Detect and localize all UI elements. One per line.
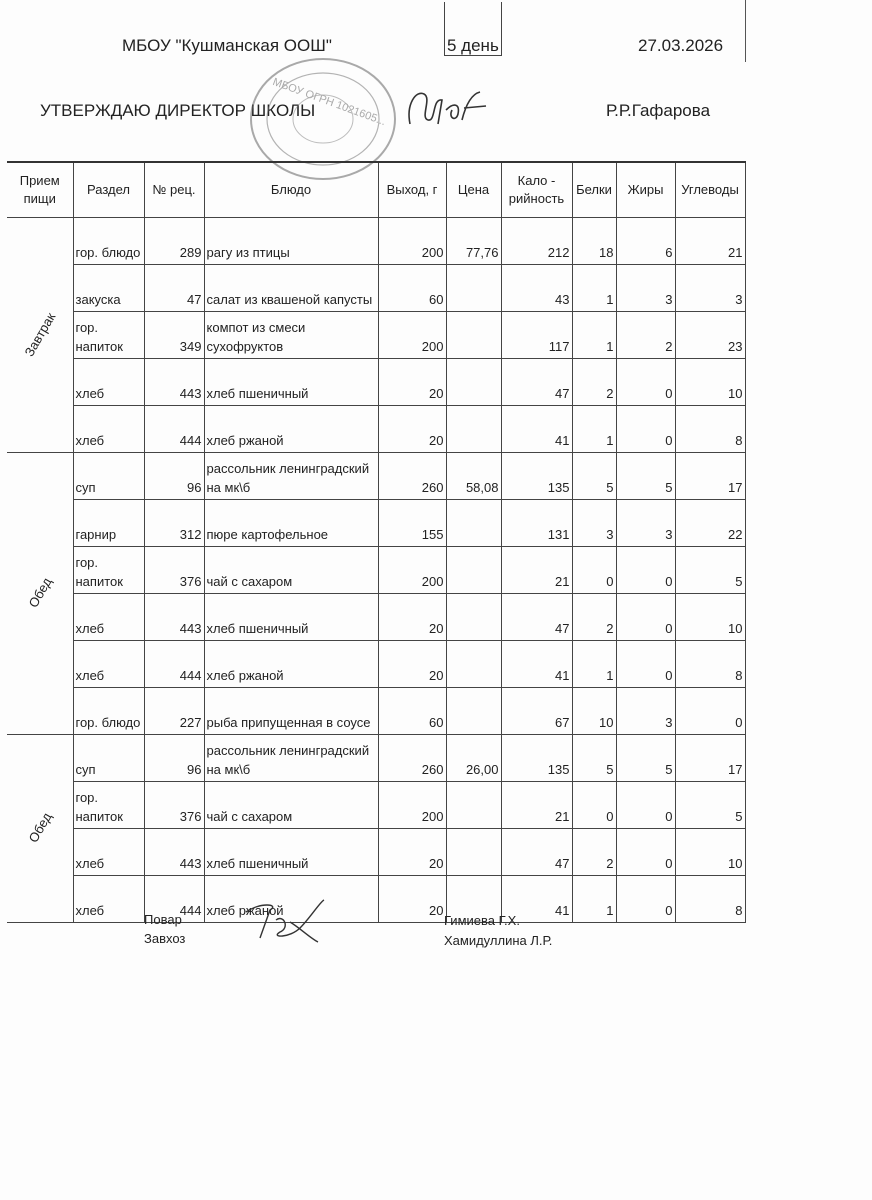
carbs-cell: 17 [675, 453, 745, 500]
output-cell: 20 [378, 829, 446, 876]
carbs-cell: 8 [675, 406, 745, 453]
proteins-cell: 0 [572, 782, 616, 829]
section-cell: гор. блюдо [73, 688, 144, 735]
carbs-cell: 0 [675, 688, 745, 735]
dish-cell: рыба припущенная в соусе [204, 688, 378, 735]
table-row [7, 688, 745, 735]
meal-cell [7, 735, 73, 923]
carbs-cell: 8 [675, 876, 745, 923]
output-cell: 20 [378, 594, 446, 641]
dish-cell: хлеб пшеничный [204, 829, 378, 876]
section-cell: хлеб [73, 876, 144, 923]
table-row [7, 876, 745, 923]
recipe-number-cell: 376 [144, 547, 204, 594]
calories-cell: 41 [501, 641, 572, 688]
section-cell: суп [73, 453, 144, 500]
carbs-cell: 22 [675, 500, 745, 547]
dish-cell: рагу из птицы [204, 218, 378, 265]
dish-cell: хлеб пшеничный [204, 594, 378, 641]
fats-cell: 0 [616, 406, 675, 453]
output-cell: 200 [378, 312, 446, 359]
output-cell: 260 [378, 735, 446, 782]
school-name: МБОУ "Кушманская ООШ" [122, 36, 332, 55]
section-cell: хлеб [73, 406, 144, 453]
fats-cell: 3 [616, 265, 675, 312]
proteins-cell: 0 [572, 547, 616, 594]
col-header-dish: Блюдо [204, 162, 378, 218]
section-cell: закуска [73, 265, 144, 312]
dish-cell: чай с сахаром [204, 547, 378, 594]
carbs-cell: 21 [675, 218, 745, 265]
carbs-cell: 10 [675, 594, 745, 641]
dish-cell: хлеб ржаной [204, 641, 378, 688]
calories-cell: 21 [501, 547, 572, 594]
dish-cell: компот из смеси сухофруктов [204, 312, 378, 359]
recipe-number-cell: 227 [144, 688, 204, 735]
dish-cell: хлеб пшеничный [204, 359, 378, 406]
recipe-number-cell: 444 [144, 641, 204, 688]
recipe-number-cell: 289 [144, 218, 204, 265]
recipe-number-cell: 312 [144, 500, 204, 547]
table-row [7, 547, 745, 594]
fats-cell: 0 [616, 547, 675, 594]
director-signature [402, 84, 492, 136]
proteins-cell: 5 [572, 453, 616, 500]
table-row [7, 312, 745, 359]
calories-cell: 41 [501, 406, 572, 453]
col-header-section: Раздел [73, 162, 144, 218]
table-row [7, 500, 745, 547]
price-cell [446, 547, 501, 594]
fats-cell: 0 [616, 359, 675, 406]
table-row [7, 829, 745, 876]
proteins-cell: 2 [572, 594, 616, 641]
calories-cell: 47 [501, 359, 572, 406]
menu-date: 27.03.2026 [638, 36, 724, 55]
carbs-cell: 5 [675, 782, 745, 829]
dish-cell: хлеб ржаной [204, 876, 378, 923]
section-cell: гор. напиток [73, 312, 144, 359]
table-row [7, 406, 745, 453]
proteins-cell: 1 [572, 265, 616, 312]
calories-cell: 135 [501, 735, 572, 782]
price-cell [446, 359, 501, 406]
carbs-cell: 10 [675, 829, 745, 876]
fats-cell: 0 [616, 876, 675, 923]
carbs-cell: 5 [675, 547, 745, 594]
storekeeper-name: Хамидуллина Л.Р. [444, 933, 553, 948]
director-name: Р.Р.Гафарова [606, 101, 711, 120]
proteins-cell: 1 [572, 876, 616, 923]
recipe-number-cell: 47 [144, 265, 204, 312]
col-header-carbs: Углеводы [675, 162, 745, 218]
meal-label: Обед [25, 809, 55, 846]
output-cell: 20 [378, 406, 446, 453]
section-cell: гор. напиток [73, 782, 144, 829]
price-cell [446, 594, 501, 641]
calories-cell: 47 [501, 594, 572, 641]
section-cell: хлеб [73, 641, 144, 688]
price-cell: 58,08 [446, 453, 501, 500]
fats-cell: 0 [616, 782, 675, 829]
table-row [7, 265, 745, 312]
table-row [7, 641, 745, 688]
price-cell: 26,00 [446, 735, 501, 782]
price-cell [446, 406, 501, 453]
price-cell: 77,76 [446, 218, 501, 265]
recipe-number-cell: 444 [144, 876, 204, 923]
dish-cell: рассольник ленинградский на мк\б [204, 735, 378, 782]
output-cell: 200 [378, 782, 446, 829]
day-label: 5 день [447, 36, 499, 55]
dish-cell: пюре картофельное [204, 500, 378, 547]
proteins-cell: 1 [572, 641, 616, 688]
dish-cell: салат из квашеной капусты [204, 265, 378, 312]
section-cell: хлеб [73, 359, 144, 406]
calories-cell: 47 [501, 829, 572, 876]
storekeeper-role: Завхоз [144, 931, 186, 946]
col-header-price: Цена [446, 162, 501, 218]
recipe-number-cell: 444 [144, 406, 204, 453]
output-cell: 200 [378, 547, 446, 594]
col-header-recipe: № рец. [144, 162, 204, 218]
cook-name: Гимиева Г.Х. [444, 913, 520, 928]
fats-cell: 0 [616, 829, 675, 876]
col-header-proteins: Белки [572, 162, 616, 218]
section-cell: суп [73, 735, 144, 782]
section-cell: хлеб [73, 829, 144, 876]
fats-cell: 3 [616, 688, 675, 735]
approve-label: УТВЕРЖДАЮ ДИРЕКТОР ШКОЛЫ [40, 101, 316, 120]
table-row [7, 359, 745, 406]
price-cell [446, 829, 501, 876]
proteins-cell: 2 [572, 359, 616, 406]
fats-cell: 6 [616, 218, 675, 265]
menu-table [7, 161, 746, 923]
recipe-number-cell: 96 [144, 735, 204, 782]
recipe-number-cell: 443 [144, 594, 204, 641]
meal-cell [7, 453, 73, 735]
calories-cell: 131 [501, 500, 572, 547]
carbs-cell: 23 [675, 312, 745, 359]
price-cell [446, 688, 501, 735]
calories-cell: 117 [501, 312, 572, 359]
fats-cell: 5 [616, 453, 675, 500]
meal-label: Завтрак [21, 309, 59, 359]
calories-cell: 21 [501, 782, 572, 829]
fats-cell: 0 [616, 594, 675, 641]
price-cell [446, 782, 501, 829]
calories-cell: 135 [501, 453, 572, 500]
section-cell: гарнир [73, 500, 144, 547]
recipe-number-cell: 443 [144, 829, 204, 876]
carbs-cell: 8 [675, 641, 745, 688]
recipe-number-cell: 96 [144, 453, 204, 500]
section-cell: гор. блюдо [73, 218, 144, 265]
table-row [7, 453, 745, 500]
proteins-cell: 10 [572, 688, 616, 735]
margin-line [745, 0, 746, 62]
calories-cell: 67 [501, 688, 572, 735]
price-cell [446, 641, 501, 688]
carbs-cell: 3 [675, 265, 745, 312]
stamp-text: МБОУ ОГРН 1021605... [270, 76, 388, 129]
table-header-row [7, 162, 745, 218]
meal-label: Обед [25, 574, 55, 611]
recipe-number-cell: 349 [144, 312, 204, 359]
output-cell: 260 [378, 453, 446, 500]
carbs-cell: 10 [675, 359, 745, 406]
recipe-number-cell: 443 [144, 359, 204, 406]
table-row [7, 218, 745, 265]
section-cell: гор. напиток [73, 547, 144, 594]
table-row [7, 782, 745, 829]
output-cell: 60 [378, 265, 446, 312]
proteins-cell: 2 [572, 829, 616, 876]
fats-cell: 0 [616, 641, 675, 688]
section-cell: хлеб [73, 594, 144, 641]
table-row [7, 735, 745, 782]
calories-cell: 41 [501, 876, 572, 923]
output-cell: 200 [378, 218, 446, 265]
cook-signature [240, 898, 330, 950]
dish-cell: хлеб ржаной [204, 406, 378, 453]
output-cell: 20 [378, 876, 446, 923]
dish-cell: чай с сахаром [204, 782, 378, 829]
fats-cell: 3 [616, 500, 675, 547]
price-cell [446, 312, 501, 359]
output-cell: 155 [378, 500, 446, 547]
col-header-fats: Жиры [616, 162, 675, 218]
output-cell: 20 [378, 641, 446, 688]
proteins-cell: 1 [572, 312, 616, 359]
col-header-meal: Прием пищи [7, 162, 73, 218]
proteins-cell: 5 [572, 735, 616, 782]
proteins-cell: 18 [572, 218, 616, 265]
fats-cell: 5 [616, 735, 675, 782]
cook-role: Повар [144, 912, 182, 927]
price-cell [446, 265, 501, 312]
dish-cell: рассольник ленинградский на мк\б [204, 453, 378, 500]
meal-cell [7, 218, 73, 453]
calories-cell: 212 [501, 218, 572, 265]
output-cell: 20 [378, 359, 446, 406]
price-cell [446, 500, 501, 547]
col-header-calories: Кало - рийность [501, 162, 572, 218]
fats-cell: 2 [616, 312, 675, 359]
table-row [7, 594, 745, 641]
output-cell: 60 [378, 688, 446, 735]
proteins-cell: 3 [572, 500, 616, 547]
recipe-number-cell: 376 [144, 782, 204, 829]
carbs-cell: 17 [675, 735, 745, 782]
proteins-cell: 1 [572, 406, 616, 453]
calories-cell: 43 [501, 265, 572, 312]
col-header-output: Выход, г [378, 162, 446, 218]
